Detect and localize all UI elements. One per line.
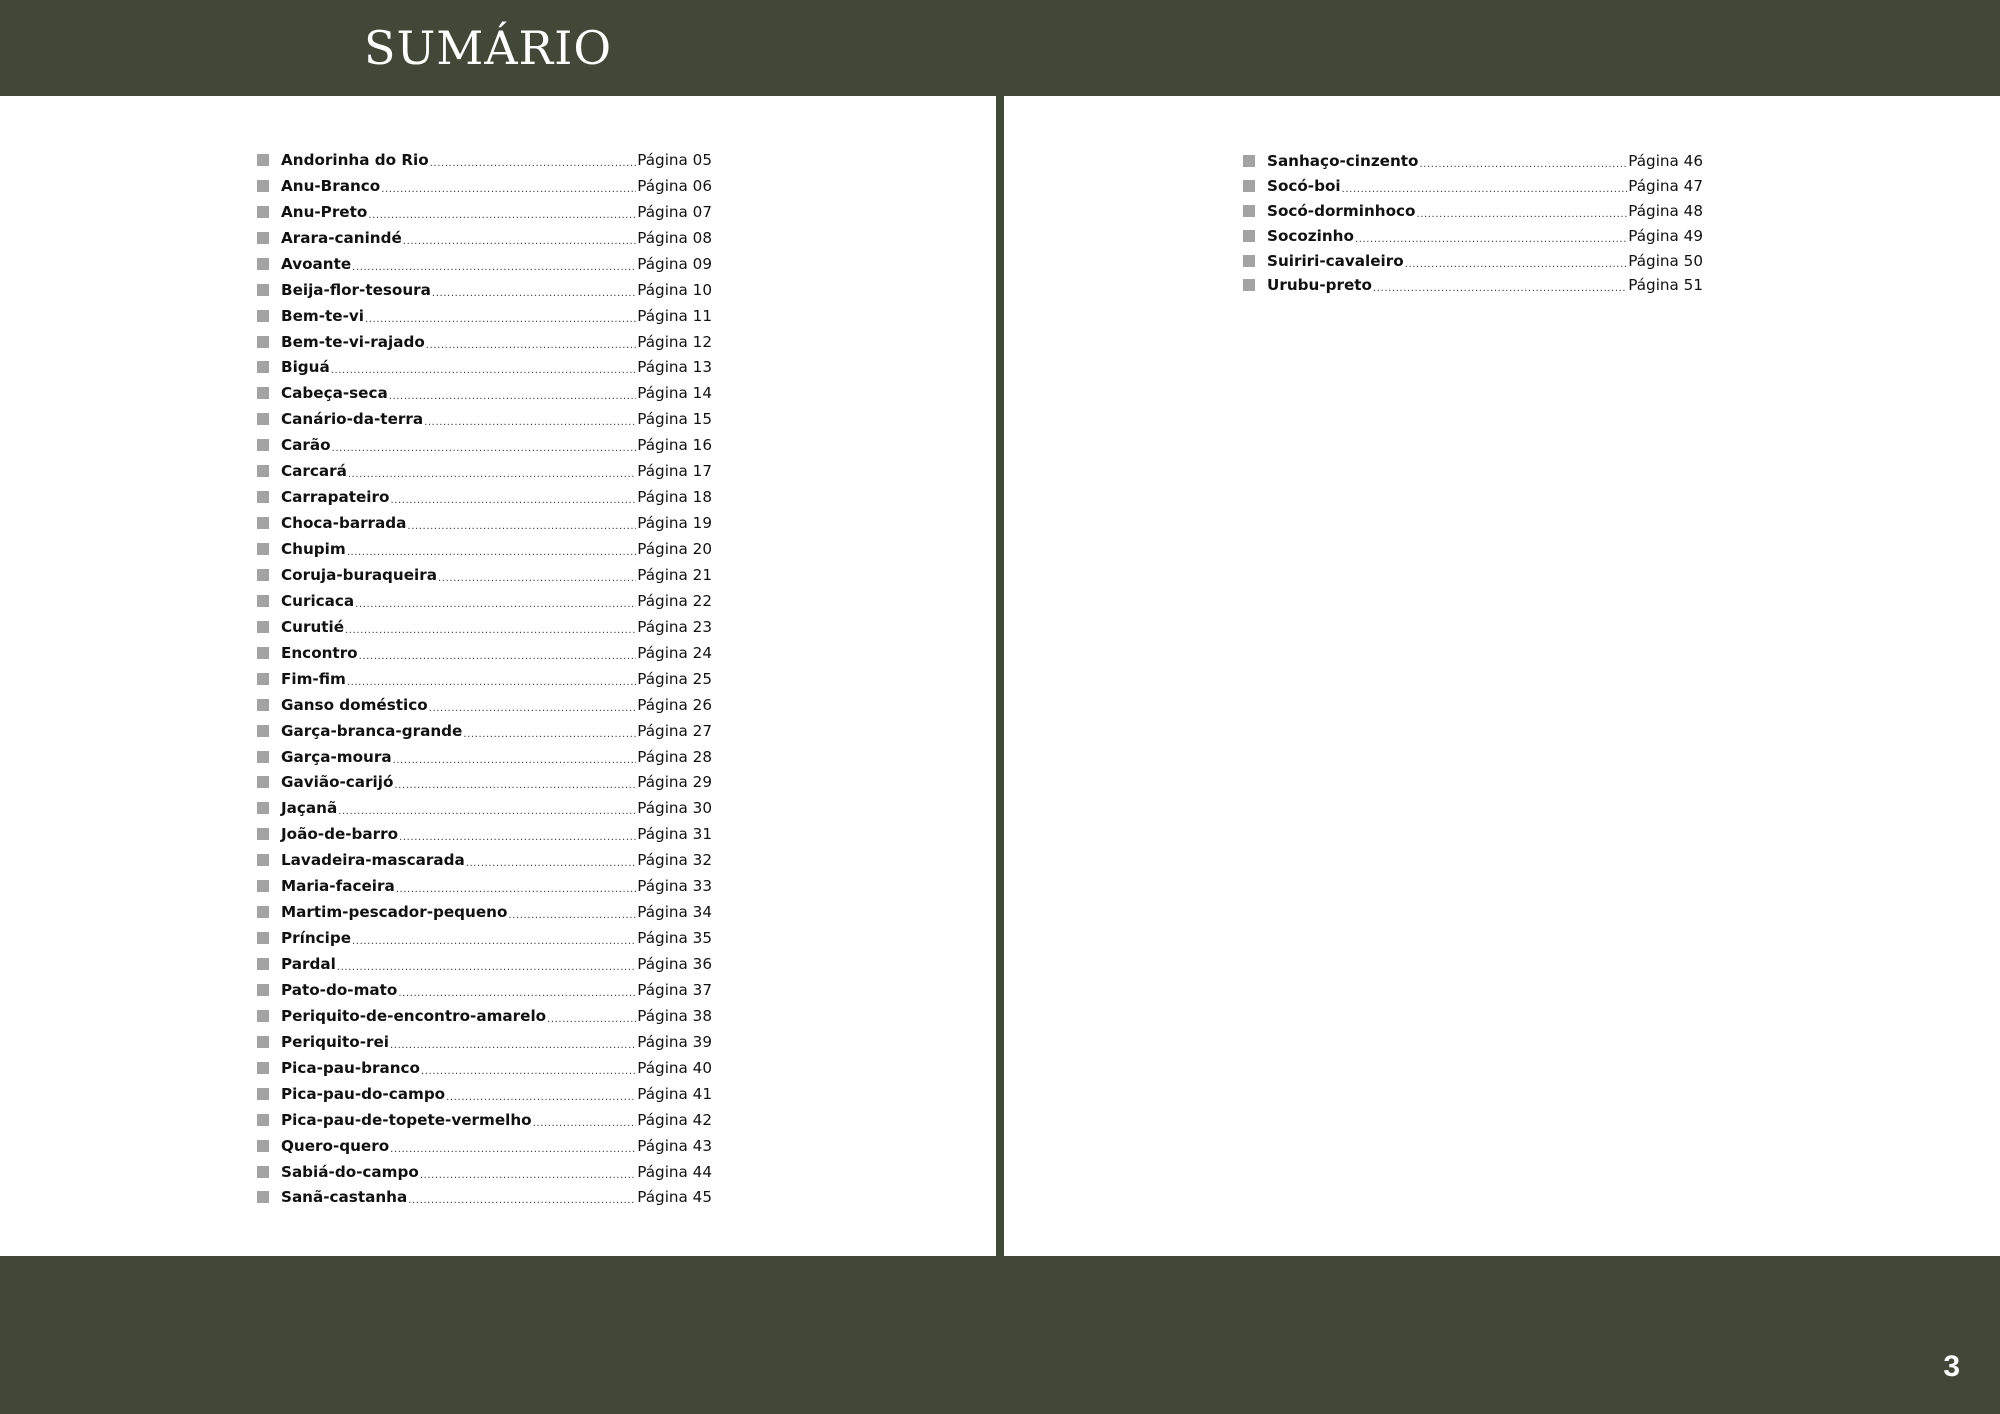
toc-entry-name: Curutié: [281, 617, 345, 636]
square-bullet-icon: [257, 906, 269, 918]
toc-entry-page: Página 28: [637, 747, 712, 766]
square-bullet-icon: [257, 802, 269, 814]
toc-entry[interactable]: [1243, 223, 1703, 248]
toc-entry[interactable]: [257, 614, 712, 640]
dot-leader: [390, 488, 636, 506]
toc-entry-name: Fim-fim: [281, 669, 346, 688]
toc-entry[interactable]: [257, 355, 712, 381]
dot-leader: [347, 670, 636, 688]
toc-entry[interactable]: [257, 588, 712, 614]
toc-entry[interactable]: [257, 303, 712, 329]
toc-entry-name: Sanã-castanha: [281, 1188, 408, 1207]
square-bullet-icon: [257, 1036, 269, 1048]
toc-entry[interactable]: [1243, 174, 1703, 199]
toc-entry-name: Biguá: [281, 358, 330, 377]
toc-entry-name: Choca-barrada: [281, 514, 407, 533]
square-bullet-icon: [257, 336, 269, 348]
dot-leader: [432, 281, 636, 299]
toc-entry-page: Página 49: [1628, 226, 1703, 245]
toc-entry-name: Pica-pau-do-campo: [281, 1084, 446, 1103]
toc-entry-page: Página 31: [637, 825, 712, 844]
toc-entry-name: Garça-moura: [281, 747, 392, 766]
toc-entry[interactable]: [257, 692, 712, 718]
toc-entry-page: Página 25: [637, 669, 712, 688]
dot-leader: [420, 1163, 636, 1181]
square-bullet-icon: [257, 413, 269, 425]
toc-right-column: [1243, 149, 1703, 298]
dot-leader: [394, 773, 636, 791]
toc-entry-page: Página 19: [637, 514, 712, 533]
toc-entry-page: Página 26: [637, 695, 712, 714]
toc-entry-page: Página 09: [637, 254, 712, 273]
toc-entry[interactable]: [257, 977, 712, 1003]
square-bullet-icon: [257, 647, 269, 659]
dot-leader: [466, 851, 637, 869]
toc-entry[interactable]: [1243, 248, 1703, 273]
toc-entry[interactable]: [257, 536, 712, 562]
dot-leader: [421, 1059, 636, 1077]
footer-band: [0, 1256, 2000, 1414]
toc-entry[interactable]: [257, 821, 712, 847]
toc-entry[interactable]: [257, 1185, 712, 1211]
toc-entry-name: Bem-te-vi: [281, 306, 364, 325]
toc-entry-name: Avoante: [281, 254, 352, 273]
dot-leader: [1342, 177, 1628, 195]
square-bullet-icon: [257, 828, 269, 840]
square-bullet-icon: [1243, 255, 1255, 267]
toc-entry-page: Página 16: [637, 436, 712, 455]
toc-entry-page: Página 46: [1628, 152, 1703, 171]
toc-entry-page: Página 08: [637, 228, 712, 247]
dot-leader: [547, 1007, 636, 1025]
dot-leader: [403, 229, 636, 247]
toc-entry[interactable]: [257, 406, 712, 432]
toc-entry[interactable]: [257, 1029, 712, 1055]
square-bullet-icon: [257, 776, 269, 788]
toc-entry-name: Lavadeira-mascarada: [281, 851, 465, 870]
toc-entry-name: Suiriri-cavaleiro: [1267, 251, 1404, 270]
page-number: 3: [1943, 1350, 1960, 1383]
dot-leader: [1355, 227, 1627, 245]
toc-entry[interactable]: [1243, 273, 1703, 298]
dot-leader: [426, 333, 636, 351]
toc-entry-page: Página 22: [637, 591, 712, 610]
dot-leader: [438, 566, 636, 584]
toc-entry[interactable]: [257, 1003, 712, 1029]
toc-entry-name: Curicaca: [281, 591, 355, 610]
dot-leader: [337, 955, 636, 973]
square-bullet-icon: [257, 180, 269, 192]
toc-entry-page: Página 15: [637, 410, 712, 429]
square-bullet-icon: [257, 725, 269, 737]
toc-entry-name: Gavião-carijó: [281, 773, 394, 792]
toc-entry-name: Jaçanã: [281, 799, 338, 818]
toc-entry-page: Página 37: [637, 980, 712, 999]
toc-entry-name: Carão: [281, 436, 331, 455]
toc-entry-name: Quero-quero: [281, 1136, 390, 1155]
dot-leader: [430, 151, 637, 169]
toc-entry[interactable]: [257, 510, 712, 536]
toc-entry[interactable]: [257, 718, 712, 744]
toc-entry-page: Página 21: [637, 565, 712, 584]
toc-entry-page: Página 35: [637, 929, 712, 948]
square-bullet-icon: [257, 1191, 269, 1203]
dot-leader: [355, 592, 636, 610]
dot-leader: [368, 203, 636, 221]
toc-entry-page: Página 50: [1628, 251, 1703, 270]
square-bullet-icon: [257, 1062, 269, 1074]
square-bullet-icon: [257, 465, 269, 477]
toc-entry[interactable]: [257, 173, 712, 199]
toc-entry-page: Página 34: [637, 903, 712, 922]
toc-entry-page: Página 29: [637, 773, 712, 792]
toc-entry[interactable]: [257, 225, 712, 251]
toc-entry-page: Página 12: [637, 332, 712, 351]
toc-entry-name: Sabiá-do-campo: [281, 1162, 419, 1181]
toc-entry[interactable]: [257, 1081, 712, 1107]
toc-entry[interactable]: [257, 458, 712, 484]
toc-entry-page: Página 43: [637, 1136, 712, 1155]
toc-entry-page: Página 13: [637, 358, 712, 377]
toc-entry[interactable]: [257, 899, 712, 925]
toc-entry-name: Coruja-buraqueira: [281, 565, 437, 584]
toc-entry-page: Página 20: [637, 540, 712, 559]
square-bullet-icon: [1243, 205, 1255, 217]
toc-entry-name: Pica-pau-de-topete-vermelho: [281, 1110, 532, 1129]
dot-leader: [348, 462, 636, 480]
toc-entry-name: Anu-Preto: [281, 202, 368, 221]
toc-entry-page: Página 27: [637, 721, 712, 740]
square-bullet-icon: [257, 958, 269, 970]
toc-entry-page: Página 32: [637, 851, 712, 870]
square-bullet-icon: [257, 1114, 269, 1126]
dot-leader: [390, 1033, 636, 1051]
toc-entry-page: Página 18: [637, 488, 712, 507]
toc-entry[interactable]: [257, 380, 712, 406]
toc-entry[interactable]: [257, 770, 712, 796]
page-divider: [996, 96, 1004, 1256]
dot-leader: [389, 384, 637, 402]
square-bullet-icon: [257, 284, 269, 296]
toc-entry-name: Bem-te-vi-rajado: [281, 332, 425, 351]
dot-leader: [446, 1085, 636, 1103]
toc-entry-page: Página 40: [637, 1058, 712, 1077]
square-bullet-icon: [257, 439, 269, 451]
toc-entry-page: Página 39: [637, 1032, 712, 1051]
square-bullet-icon: [257, 517, 269, 529]
square-bullet-icon: [1243, 279, 1255, 291]
toc-entry-name: Encontro: [281, 643, 358, 662]
toc-entry-page: Página 51: [1628, 276, 1703, 295]
toc-entry[interactable]: [257, 277, 712, 303]
square-bullet-icon: [257, 361, 269, 373]
dot-leader: [1419, 152, 1627, 170]
square-bullet-icon: [257, 1010, 269, 1022]
toc-entry[interactable]: [257, 873, 712, 899]
toc-entry-name: Socó-dorminhoco: [1267, 201, 1416, 220]
toc-entry[interactable]: [257, 1159, 712, 1185]
square-bullet-icon: [257, 154, 269, 166]
square-bullet-icon: [257, 932, 269, 944]
toc-entry-page: Página 44: [637, 1162, 712, 1181]
square-bullet-icon: [257, 595, 269, 607]
toc-entry[interactable]: [257, 251, 712, 277]
dot-leader: [429, 696, 637, 714]
toc-entry-page: Página 41: [637, 1084, 712, 1103]
square-bullet-icon: [257, 699, 269, 711]
header-band: [0, 0, 2000, 96]
toc-entry-page: Página 05: [637, 150, 712, 169]
dot-leader: [352, 255, 636, 273]
toc-entry[interactable]: [257, 1055, 712, 1081]
page-title: SUMÁRIO: [363, 21, 613, 75]
toc-entry[interactable]: [257, 147, 712, 173]
dot-leader: [331, 358, 637, 376]
toc-entry[interactable]: [257, 640, 712, 666]
dot-leader: [1373, 276, 1627, 294]
square-bullet-icon: [257, 569, 269, 581]
square-bullet-icon: [257, 1088, 269, 1100]
toc-entry-name: Canário-da-terra: [281, 410, 424, 429]
toc-entry[interactable]: [257, 484, 712, 510]
toc-entry[interactable]: [1243, 149, 1703, 174]
square-bullet-icon: [257, 1166, 269, 1178]
toc-entry-page: Página 11: [637, 306, 712, 325]
dot-leader: [1416, 202, 1627, 220]
dot-leader: [399, 825, 636, 843]
toc-entry-name: Ganso doméstico: [281, 695, 428, 714]
dot-leader: [407, 514, 636, 532]
toc-entry-name: Beija-flor-tesoura: [281, 280, 431, 299]
dot-leader: [345, 618, 636, 636]
toc-entry-page: Página 38: [637, 1006, 712, 1025]
toc-entry[interactable]: [257, 795, 712, 821]
dot-leader: [508, 903, 636, 921]
dot-leader: [359, 644, 637, 662]
square-bullet-icon: [1243, 230, 1255, 242]
square-bullet-icon: [257, 387, 269, 399]
toc-entry-page: Página 23: [637, 617, 712, 636]
toc-entry-name: Carcará: [281, 462, 347, 481]
toc-entry-name: Periquito-de-encontro-amarelo: [281, 1006, 547, 1025]
toc-entry-page: Página 47: [1628, 177, 1703, 196]
toc-entry-name: Socó-boi: [1267, 177, 1341, 196]
toc-entry-name: Príncipe: [281, 929, 352, 948]
toc-entry-name: Arara-canindé: [281, 228, 402, 247]
toc-entry-name: Socozinho: [1267, 226, 1354, 245]
toc-entry-name: Pato-do-mato: [281, 980, 398, 999]
toc-entry[interactable]: [257, 1107, 712, 1133]
square-bullet-icon: [257, 310, 269, 322]
dot-leader: [408, 1188, 636, 1206]
square-bullet-icon: [257, 673, 269, 685]
toc-entry[interactable]: [257, 329, 712, 355]
toc-entry[interactable]: [257, 847, 712, 873]
toc-entry-name: Garça-branca-grande: [281, 721, 463, 740]
toc-entry-name: João-de-barro: [281, 825, 399, 844]
toc-entry-page: Página 14: [637, 384, 712, 403]
toc-entry-page: Página 48: [1628, 201, 1703, 220]
dot-leader: [332, 436, 637, 454]
toc-entry-page: Página 17: [637, 462, 712, 481]
square-bullet-icon: [257, 491, 269, 503]
dot-leader: [533, 1111, 637, 1129]
square-bullet-icon: [1243, 180, 1255, 192]
toc-entry-name: Urubu-preto: [1267, 276, 1372, 295]
toc-entry-page: Página 45: [637, 1188, 712, 1207]
toc-entry[interactable]: [257, 666, 712, 692]
square-bullet-icon: [257, 621, 269, 633]
toc-entry-name: Carrapateiro: [281, 488, 390, 507]
square-bullet-icon: [257, 1140, 269, 1152]
toc-entry-name: Pica-pau-branco: [281, 1058, 420, 1077]
toc-entry-name: Martim-pescador-pequeno: [281, 903, 508, 922]
dot-leader: [365, 307, 636, 325]
toc-entry[interactable]: [257, 1133, 712, 1159]
toc-entry-name: Pardal: [281, 955, 336, 974]
square-bullet-icon: [257, 880, 269, 892]
toc-entry[interactable]: [257, 744, 712, 770]
square-bullet-icon: [257, 751, 269, 763]
square-bullet-icon: [257, 206, 269, 218]
square-bullet-icon: [257, 984, 269, 996]
toc-entry-name: Periquito-rei: [281, 1032, 390, 1051]
toc-entry-page: Página 30: [637, 799, 712, 818]
toc-entry-name: Andorinha do Rio: [281, 150, 429, 169]
toc-left-column: [257, 147, 712, 1210]
toc-entry-name: Chupim: [281, 540, 346, 559]
square-bullet-icon: [257, 543, 269, 555]
toc-entry-name: Maria-faceira: [281, 877, 395, 896]
square-bullet-icon: [257, 854, 269, 866]
toc-entry-name: Cabeça-seca: [281, 384, 388, 403]
dot-leader: [381, 177, 636, 195]
toc-entry[interactable]: [257, 951, 712, 977]
square-bullet-icon: [257, 232, 269, 244]
dot-leader: [390, 1137, 636, 1155]
toc-entry-page: Página 36: [637, 955, 712, 974]
toc-entry[interactable]: [1243, 199, 1703, 224]
toc-entry-page: Página 06: [637, 176, 712, 195]
toc-entry-page: Página 42: [637, 1110, 712, 1129]
toc-entry[interactable]: [257, 432, 712, 458]
toc-entry-name: Anu-Branco: [281, 176, 381, 195]
dot-leader: [463, 722, 636, 740]
toc-entry[interactable]: [257, 199, 712, 225]
toc-entry-page: Página 24: [637, 643, 712, 662]
dot-leader: [347, 540, 637, 558]
toc-entry-page: Página 07: [637, 202, 712, 221]
square-bullet-icon: [257, 258, 269, 270]
dot-leader: [396, 877, 637, 895]
dot-leader: [352, 929, 636, 947]
dot-leader: [424, 410, 636, 428]
toc-entry[interactable]: [257, 562, 712, 588]
toc-entry[interactable]: [257, 925, 712, 951]
dot-leader: [1405, 252, 1628, 270]
toc-entry-page: Página 10: [637, 280, 712, 299]
dot-leader: [393, 748, 637, 766]
square-bullet-icon: [1243, 155, 1255, 167]
toc-entry-page: Página 33: [637, 877, 712, 896]
dot-leader: [338, 799, 636, 817]
toc-entry-name: Sanhaço-cinzento: [1267, 152, 1419, 171]
dot-leader: [398, 981, 636, 999]
